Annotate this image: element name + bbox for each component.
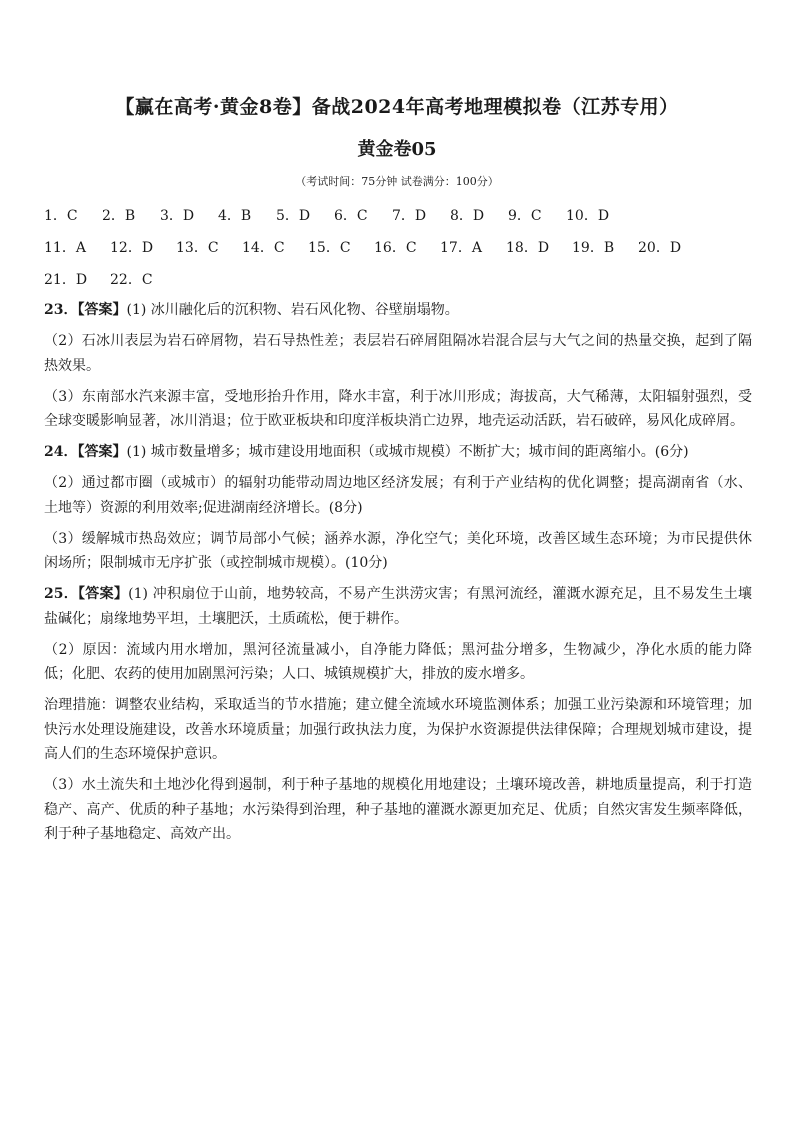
- answer-key: [44, 205, 764, 301]
- q23-part3: （3）东南部水汽来源丰富，受地形抬升作用，降水丰富，利于冰川形成；海拔高，大气稀薄，太阳辐射强烈，受全球变暖影响显著，冰川消退；位于欧亚板块和印度洋板块消亡边界，地壳运动活跃，岩石破碎，易风化成碎屑。: [44, 388, 752, 429]
- answer-item: 8．D: [450, 208, 485, 224]
- answer-row-3: [44, 269, 764, 301]
- answer-item: 18．D: [506, 240, 550, 256]
- answer-item: 14．C: [242, 240, 285, 256]
- answer-item: 13．C: [176, 240, 219, 256]
- answer-item: 11．A: [44, 240, 86, 256]
- answer-item: 4．B: [218, 208, 252, 224]
- q25-part1: [44, 582, 752, 631]
- answer-item: 20．D: [638, 240, 682, 256]
- q23-p1: (1) 冰川融化后的沉积物、岩石风化物、谷壁崩塌物。: [126, 302, 459, 318]
- answer-item: 1．C: [44, 208, 78, 224]
- document-subtitle: 黄金卷05: [357, 139, 437, 160]
- answer-item: 12．D: [110, 240, 154, 256]
- answer-row-1: [44, 205, 764, 237]
- q23-part1: [44, 298, 752, 323]
- q24-p1: (1) 城市数量增多；城市建设用地面积（或城市规模）不断扩大；城市间的距离缩小。(6分): [126, 444, 689, 460]
- exam-info: （考试时间：75分钟 试卷满分：100分）: [295, 175, 499, 188]
- q24-part1: [44, 440, 752, 465]
- answer-explanations: [44, 298, 752, 853]
- answer-item: 10．D: [566, 208, 610, 224]
- answer-item: 19．B: [572, 240, 615, 256]
- document-title: 【赢在高考·黄金8卷】备战2024年高考地理模拟卷（江苏专用）: [115, 96, 679, 118]
- answer-item: 22．C: [110, 272, 153, 288]
- answer-item: 2．B: [102, 208, 136, 224]
- q25-p1: (1) 冲积扇位于山前，地势较高，不易产生洪涝灾害；有黑河流经，灌溉水源充足，且不易发生土壤盐碱化；扇缘地势平坦，土壤肥沃，土质疏松，便于耕作。: [44, 586, 752, 627]
- q24-part3: （3）缓解城市热岛效应；调节局部小气候；涵养水源，净化空气；美化环境，改善区域生态环境；为市民提供休闲场所；限制城市无序扩张（或控制城市规模）。(10分): [44, 530, 752, 571]
- answer-row-2: [44, 237, 764, 269]
- q24-part2: （2）通过都市圈（或城市）的辐射功能带动周边地区经济发展；有利于产业结构的优化调整；提高湖南省（水、土地等）资源的利用效率;促进湖南经济增长。(8分): [44, 475, 752, 516]
- answer-item: 21．D: [44, 272, 88, 288]
- q23-label: 23．【答案】: [44, 302, 127, 318]
- answer-item: 17．A: [440, 240, 482, 256]
- answer-item: 9．C: [508, 208, 542, 224]
- q25-label: 25．【答案】: [44, 586, 129, 602]
- answer-item: 16．C: [374, 240, 417, 256]
- answer-item: 5．D: [276, 208, 311, 224]
- answer-item: 7．D: [392, 208, 427, 224]
- answer-item: 6．C: [334, 208, 368, 224]
- q25-part4: （3）水土流失和土地沙化得到遏制，利于种子基地的规模化用地建设；土壤环境改善，耕地质量提高，利于打造稳产、高产、优质的种子基地；水污染得到治理，种子基地的灌溉水源更加充足、优质；自然灾害发生频率降低，利于种子基地稳定、高效产出。: [44, 777, 752, 842]
- answer-item: 3．D: [160, 208, 195, 224]
- q23-part2: （2）石冰川表层为岩石碎屑物，岩石导热性差；表层岩石碎屑阻隔冰岩混合层与大气之间的热量交换，起到了隔热效果。: [44, 333, 752, 374]
- q25-part3: 治理措施：调整农业结构，采取适当的节水措施；建立健全流域水环境监测体系；加强工业污染源和环境管理；加快污水处理设施建设，改善水环境质量；加强行政执法力度，为保护水资源提供法律保障；合理规划城市建设，提高人们的生态环境保护意识。: [44, 697, 752, 762]
- q25-part2: （2）原因：流域内用水增加，黑河径流量减小，自净能力降低；黑河盐分增多，生物减少，净化水质的能力降低；化肥、农药的使用加剧黑河污染；人口、城镇规模扩大，排放的废水增多。: [44, 641, 752, 682]
- q24-label: 24．【答案】: [44, 444, 127, 460]
- answer-item: 15．C: [308, 240, 351, 256]
